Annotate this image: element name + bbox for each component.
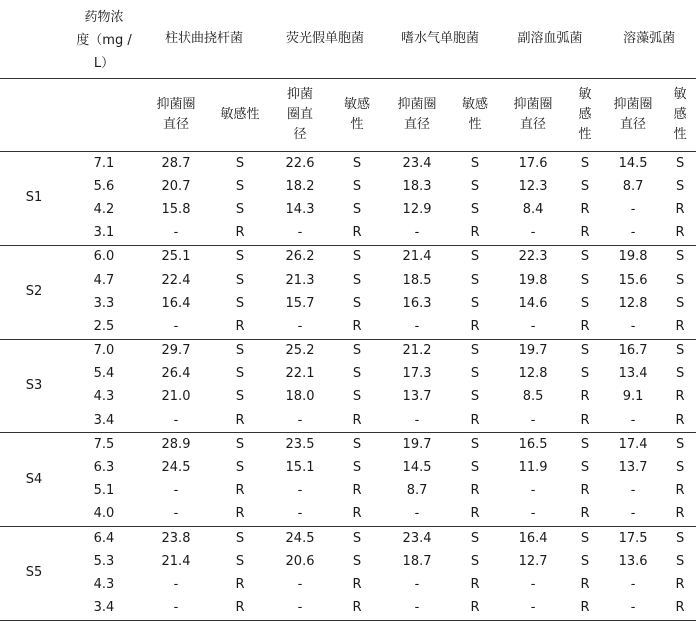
- zone-diameter-header: [140, 79, 212, 152]
- zone-diameter-cell: -: [382, 222, 452, 246]
- zone-diameter-cell: -: [140, 503, 212, 527]
- header-row-species: [0, 0, 696, 79]
- sensitivity-cell: S: [352, 436, 362, 452]
- header-line: 敏感性: [220, 107, 260, 122]
- header-line: 敏: [673, 87, 687, 102]
- concentration-cell: 4.2: [93, 201, 115, 217]
- zone-diameter-cell: -: [630, 483, 636, 499]
- header-line: 敏: [578, 87, 592, 102]
- sensitivity-cell: R: [664, 222, 696, 246]
- zone-diameter-cell: -: [530, 576, 536, 592]
- zone-diameter-cell: 23.8: [161, 530, 191, 546]
- zone-diameter-cell: 21.2: [402, 343, 432, 359]
- concentration-cell: 5.1: [93, 483, 115, 499]
- zone-diameter-cell: -: [498, 409, 568, 433]
- table-row: [0, 292, 696, 315]
- table-row: [0, 597, 696, 621]
- zone-diameter-cell: 12.8: [618, 295, 648, 311]
- zone-diameter-cell: 14.5: [402, 460, 432, 476]
- species-header: 副溶血弧菌: [517, 31, 583, 46]
- zone-diameter-cell: -: [382, 315, 452, 339]
- table-row: [0, 386, 696, 409]
- sensitivity-cell: S: [352, 155, 362, 171]
- header-line: 抑菌圈: [513, 97, 553, 112]
- zone-diameter-cell: -: [140, 222, 212, 246]
- concentration-cell: 4.7: [93, 272, 115, 288]
- zone-diameter-cell: 12.3: [518, 178, 548, 194]
- sensitivity-cell: R: [235, 576, 245, 592]
- zone-diameter-cell: 15.7: [285, 295, 315, 311]
- zone-diameter-cell: -: [382, 503, 452, 527]
- zone-diameter-cell: 26.4: [161, 366, 191, 382]
- table-row: [0, 527, 696, 551]
- zone-diameter-cell: 25.2: [285, 343, 315, 359]
- zone-diameter-cell: 20.6: [285, 553, 315, 569]
- zone-diameter-cell: 17.6: [518, 155, 548, 171]
- sensitivity-cell: R: [212, 597, 268, 621]
- sensitivity-cell: S: [352, 460, 362, 476]
- sensitivity-cell: S: [352, 178, 362, 194]
- zone-diameter-cell: -: [140, 597, 212, 621]
- zone-diameter-cell: -: [602, 409, 664, 433]
- zone-diameter-cell: 17.3: [402, 366, 432, 382]
- zone-diameter-cell: 21.4: [402, 249, 432, 265]
- zone-diameter-cell: 22.6: [285, 155, 315, 171]
- table-row: [0, 433, 696, 457]
- zone-diameter-cell: 21.4: [161, 553, 191, 569]
- zone-diameter-cell: 26.2: [285, 249, 315, 265]
- sensitivity-cell: S: [470, 530, 480, 546]
- zone-diameter-cell: 15.6: [618, 272, 648, 288]
- sample-label: S4: [0, 433, 68, 527]
- zone-diameter-cell: -: [602, 222, 664, 246]
- sensitivity-cell: R: [452, 597, 498, 621]
- concentration-cell: 3.4: [68, 597, 140, 621]
- concentration-cell: 5.3: [93, 553, 115, 569]
- sensitivity-cell: S: [235, 343, 245, 359]
- zone-diameter-cell: 9.1: [622, 389, 644, 405]
- sensitivity-cell: S: [580, 530, 590, 546]
- sensitivity-cell: R: [470, 483, 480, 499]
- zone-diameter-cell: -: [602, 315, 664, 339]
- zone-diameter-cell: 14.5: [618, 155, 648, 171]
- zone-diameter-cell: 17.4: [618, 436, 648, 452]
- sensitivity-cell: S: [675, 295, 685, 311]
- concentration-cell: 3.3: [93, 295, 115, 311]
- table-row: [0, 409, 696, 433]
- concentration-cell: 6.3: [93, 460, 115, 476]
- concentration-cell: 5.4: [93, 366, 115, 382]
- header-line: 抑菌圈: [156, 97, 196, 112]
- sensitivity-cell: S: [675, 155, 685, 171]
- concentration-cell: 2.5: [68, 315, 140, 339]
- sensitivity-cell: S: [580, 460, 590, 476]
- sensitivity-cell: S: [580, 295, 590, 311]
- zone-diameter-header: [382, 79, 452, 152]
- zone-diameter-cell: -: [498, 222, 568, 246]
- header-line: 性: [468, 117, 482, 132]
- sensitivity-cell: S: [580, 249, 590, 265]
- sensitivity-cell: R: [452, 503, 498, 527]
- zone-diameter-cell: 23.4: [402, 530, 432, 546]
- sensitivity-cell: R: [452, 409, 498, 433]
- sensitivity-cell: S: [580, 366, 590, 382]
- table-row: [0, 269, 696, 292]
- sensitivity-cell: S: [470, 295, 480, 311]
- table-row: [0, 198, 696, 221]
- zone-diameter-cell: 15.8: [161, 201, 191, 217]
- sensitivity-cell: S: [675, 530, 685, 546]
- sensitivity-cell: R: [568, 409, 602, 433]
- table-row: [0, 550, 696, 573]
- sensitivity-cell: S: [675, 178, 685, 194]
- zone-diameter-cell: -: [530, 483, 536, 499]
- sensitivity-cell: R: [664, 315, 696, 339]
- sensitivity-cell: R: [212, 222, 268, 246]
- sensitivity-cell: R: [675, 576, 685, 592]
- zone-diameter-cell: 29.7: [161, 343, 191, 359]
- zone-diameter-cell: 14.3: [285, 201, 315, 217]
- zone-diameter-cell: -: [498, 597, 568, 621]
- header-line: 性: [578, 127, 592, 142]
- sensitivity-cell: R: [452, 222, 498, 246]
- header-line: 直径: [162, 117, 189, 132]
- sensitivity-cell: R: [568, 597, 602, 621]
- header-line: 抑菌: [287, 87, 314, 102]
- sample-label: S1: [0, 152, 68, 246]
- sensitivity-cell: S: [235, 295, 245, 311]
- sensitivity-cell: S: [580, 272, 590, 288]
- zone-diameter-cell: 8.4: [522, 201, 544, 217]
- zone-diameter-cell: 21.3: [285, 272, 315, 288]
- zone-diameter-cell: -: [382, 597, 452, 621]
- header-line: 敏感: [344, 97, 371, 112]
- zone-diameter-cell: 19.8: [518, 272, 548, 288]
- sensitivity-cell: S: [352, 201, 362, 217]
- zone-diameter-cell: 19.8: [618, 249, 648, 265]
- zone-diameter-cell: -: [268, 597, 332, 621]
- concentration-cell: 7.5: [93, 436, 115, 452]
- sensitivity-cell: S: [470, 155, 480, 171]
- zone-diameter-cell: 8.5: [522, 389, 544, 405]
- sensitivity-cell: S: [235, 366, 245, 382]
- sensitivity-cell: S: [675, 343, 685, 359]
- zone-diameter-cell: 13.6: [618, 553, 648, 569]
- header-line: 敏感: [462, 97, 489, 112]
- zone-diameter-header: [602, 79, 664, 152]
- header-line: 性: [350, 117, 364, 132]
- table-row: [0, 222, 696, 246]
- zone-diameter-header: [268, 79, 332, 152]
- sensitivity-cell: R: [675, 483, 685, 499]
- sensitivity-cell: R: [332, 597, 382, 621]
- zone-diameter-cell: 13.7: [618, 460, 648, 476]
- sensitivity-cell: S: [352, 530, 362, 546]
- sensitivity-header: [452, 79, 498, 152]
- sensitivity-cell: R: [212, 409, 268, 433]
- sensitivity-cell: S: [470, 389, 480, 405]
- zone-diameter-cell: 23.5: [285, 436, 315, 452]
- sensitivity-header: [332, 79, 382, 152]
- table-row: [0, 573, 696, 596]
- zone-diameter-cell: 28.9: [161, 436, 191, 452]
- sensitivity-cell: S: [580, 436, 590, 452]
- table-row: [0, 245, 696, 269]
- header-empty-cell: [0, 0, 68, 79]
- sensitivity-cell: S: [352, 553, 362, 569]
- zone-diameter-cell: 11.9: [518, 460, 548, 476]
- sensitivity-cell: S: [470, 178, 480, 194]
- zone-diameter-cell: -: [173, 483, 179, 499]
- zone-diameter-cell: -: [268, 503, 332, 527]
- sensitivity-cell: R: [568, 222, 602, 246]
- zone-diameter-cell: 22.1: [285, 366, 315, 382]
- drug-header-line: 度（mg /: [76, 33, 132, 48]
- concentration-cell: 4.0: [68, 503, 140, 527]
- sensitivity-cell: R: [212, 315, 268, 339]
- sensitivity-cell: S: [235, 389, 245, 405]
- zone-diameter-cell: 17.5: [618, 530, 648, 546]
- zone-diameter-cell: -: [173, 576, 179, 592]
- sensitivity-cell: S: [235, 155, 245, 171]
- header-line: 径: [293, 127, 307, 142]
- concentration-cell: 6.4: [93, 530, 115, 546]
- zone-diameter-cell: 12.9: [402, 201, 432, 217]
- sensitivity-cell: R: [332, 503, 382, 527]
- sample-label: S5: [0, 527, 68, 621]
- sensitivity-cell: S: [580, 553, 590, 569]
- species-header: 嗜水气单胞菌: [401, 31, 480, 46]
- sensitivity-cell: S: [580, 343, 590, 359]
- sensitivity-cell: S: [470, 272, 480, 288]
- header-empty-cell: [0, 79, 68, 152]
- header-line: 直径: [520, 117, 547, 132]
- zone-diameter-cell: 8.7: [622, 178, 644, 194]
- sensitivity-cell: S: [235, 530, 245, 546]
- sensitivity-cell: S: [235, 178, 245, 194]
- table-body: [0, 152, 696, 621]
- sensitivity-cell: S: [675, 460, 685, 476]
- sensitivity-cell: S: [470, 460, 480, 476]
- zone-diameter-cell: -: [268, 315, 332, 339]
- zone-diameter-cell: -: [382, 409, 452, 433]
- sensitivity-cell: S: [470, 201, 480, 217]
- zone-diameter-cell: 18.0: [285, 389, 315, 405]
- sensitivity-cell: S: [470, 366, 480, 382]
- sensitivity-cell: S: [580, 155, 590, 171]
- sensitivity-cell: S: [235, 436, 245, 452]
- sensitivity-cell: R: [580, 576, 590, 592]
- sensitivity-cell: R: [212, 503, 268, 527]
- sensitivity-cell: S: [235, 201, 245, 217]
- sensitivity-cell: S: [675, 272, 685, 288]
- zone-diameter-cell: -: [297, 483, 303, 499]
- table-row: [0, 175, 696, 198]
- sensitivity-cell: S: [470, 249, 480, 265]
- species-header: 荧光假单胞菌: [286, 31, 365, 46]
- sensitivity-cell: S: [470, 343, 480, 359]
- zone-diameter-cell: 8.7: [406, 483, 428, 499]
- zone-diameter-cell: -: [268, 222, 332, 246]
- sensitivity-cell: S: [352, 295, 362, 311]
- table-row: [0, 339, 696, 363]
- sensitivity-cell: R: [352, 483, 362, 499]
- sensitivity-cell: R: [452, 315, 498, 339]
- sensitivity-cell: R: [664, 597, 696, 621]
- sensitivity-cell: S: [675, 436, 685, 452]
- zone-diameter-cell: 19.7: [518, 343, 548, 359]
- zone-diameter-cell: 14.6: [518, 295, 548, 311]
- sensitivity-cell: S: [235, 249, 245, 265]
- table-row: [0, 152, 696, 176]
- sensitivity-cell: S: [675, 553, 685, 569]
- species-header: 柱状曲挠杆菌: [165, 31, 244, 46]
- header-line: 性: [673, 127, 687, 142]
- sample-label: S3: [0, 339, 68, 433]
- zone-diameter-cell: -: [602, 503, 664, 527]
- concentration-cell: 3.1: [68, 222, 140, 246]
- zone-diameter-cell: 21.0: [161, 389, 191, 405]
- concentration-cell: 4.3: [93, 576, 115, 592]
- zone-diameter-cell: 25.1: [161, 249, 191, 265]
- table-row: [0, 503, 696, 527]
- zone-diameter-cell: 16.5: [518, 436, 548, 452]
- zone-diameter-cell: 24.5: [161, 460, 191, 476]
- sensitivity-header: [212, 79, 268, 152]
- concentration-cell: 5.6: [93, 178, 115, 194]
- drug-header-line: L）: [93, 56, 115, 71]
- zone-diameter-cell: 16.3: [402, 295, 432, 311]
- sensitivity-cell: R: [332, 315, 382, 339]
- zone-diameter-cell: 12.7: [518, 553, 548, 569]
- sensitivity-cell: R: [352, 576, 362, 592]
- zone-diameter-cell: 16.4: [518, 530, 548, 546]
- table-row: [0, 456, 696, 479]
- sensitivity-cell: S: [235, 272, 245, 288]
- concentration-cell: 3.4: [68, 409, 140, 433]
- sensitivity-cell: S: [352, 389, 362, 405]
- sensitivity-cell: S: [352, 343, 362, 359]
- sensitivity-cell: S: [235, 460, 245, 476]
- concentration-cell: 6.0: [93, 249, 115, 265]
- zone-diameter-cell: 13.7: [402, 389, 432, 405]
- header-row-subcolumns: [0, 79, 696, 152]
- sensitivity-cell: R: [675, 201, 685, 217]
- concentration-cell: 7.0: [93, 343, 115, 359]
- header-line: 抑菌圈: [613, 97, 653, 112]
- sensitivity-cell: R: [664, 503, 696, 527]
- sensitivity-cell: S: [235, 553, 245, 569]
- zone-diameter-cell: 12.8: [518, 366, 548, 382]
- zone-diameter-cell: 24.5: [285, 530, 315, 546]
- zone-diameter-cell: 18.2: [285, 178, 315, 194]
- sensitivity-cell: R: [580, 483, 590, 499]
- sample-label: S2: [0, 245, 68, 339]
- zone-diameter-cell: -: [414, 576, 420, 592]
- sensitivity-cell: S: [352, 366, 362, 382]
- zone-diameter-cell: -: [630, 201, 636, 217]
- zone-diameter-cell: 19.7: [402, 436, 432, 452]
- header-line: 感: [673, 107, 687, 122]
- sensitivity-cell: S: [580, 178, 590, 194]
- zone-diameter-cell: 18.7: [402, 553, 432, 569]
- zone-diameter-cell: 16.7: [618, 343, 648, 359]
- zone-diameter-cell: -: [498, 503, 568, 527]
- sensitivity-cell: R: [664, 409, 696, 433]
- sensitivity-cell: R: [568, 503, 602, 527]
- sensitivity-cell: R: [568, 315, 602, 339]
- zone-diameter-cell: -: [268, 409, 332, 433]
- zone-diameter-cell: 22.3: [518, 249, 548, 265]
- sensitivity-cell: S: [675, 366, 685, 382]
- sensitivity-cell: S: [675, 249, 685, 265]
- sensitivity-cell: R: [332, 222, 382, 246]
- sensitivity-cell: S: [352, 249, 362, 265]
- zone-diameter-cell: -: [630, 576, 636, 592]
- header-empty-cell: [68, 79, 140, 152]
- sensitivity-header: [664, 79, 696, 152]
- sensitivity-cell: R: [580, 389, 590, 405]
- zone-diameter-cell: 13.4: [618, 366, 648, 382]
- sensitivity-cell: R: [580, 201, 590, 217]
- header-line: 抑菌圈: [397, 97, 437, 112]
- table-row: [0, 363, 696, 386]
- zone-diameter-cell: 18.5: [402, 272, 432, 288]
- concentration-cell: 7.1: [93, 155, 115, 171]
- zone-diameter-cell: 18.3: [402, 178, 432, 194]
- zone-diameter-cell: -: [297, 576, 303, 592]
- sensitivity-cell: R: [332, 409, 382, 433]
- zone-diameter-cell: 16.4: [161, 295, 191, 311]
- zone-diameter-cell: 23.4: [402, 155, 432, 171]
- table-row: [0, 315, 696, 339]
- sensitivity-cell: R: [470, 576, 480, 592]
- sensitivity-cell: R: [235, 483, 245, 499]
- zone-diameter-cell: 15.1: [285, 460, 315, 476]
- sensitivity-cell: S: [470, 436, 480, 452]
- table-row: [0, 480, 696, 503]
- sensitivity-cell: S: [470, 553, 480, 569]
- zone-diameter-cell: -: [140, 315, 212, 339]
- header-line: 感: [578, 107, 592, 122]
- header-line: 直径: [620, 117, 647, 132]
- drug-header-line: 药物浓: [84, 10, 124, 25]
- header-line: 直径: [404, 117, 431, 132]
- zone-diameter-cell: -: [498, 315, 568, 339]
- sensitivity-cell: R: [675, 389, 685, 405]
- concentration-cell: 4.3: [93, 389, 115, 405]
- species-header: 溶藻弧菌: [623, 31, 676, 46]
- zone-diameter-cell: -: [602, 597, 664, 621]
- zone-diameter-cell: 20.7: [161, 178, 191, 194]
- drug-concentration-header: [68, 0, 140, 79]
- zone-diameter-header: [498, 79, 568, 152]
- zone-diameter-cell: 22.4: [161, 272, 191, 288]
- sensitivity-cell: S: [352, 272, 362, 288]
- zone-diameter-cell: -: [140, 409, 212, 433]
- sensitivity-header: [568, 79, 602, 152]
- header-line: 圈直: [287, 107, 314, 122]
- zone-diameter-cell: 28.7: [161, 155, 191, 171]
